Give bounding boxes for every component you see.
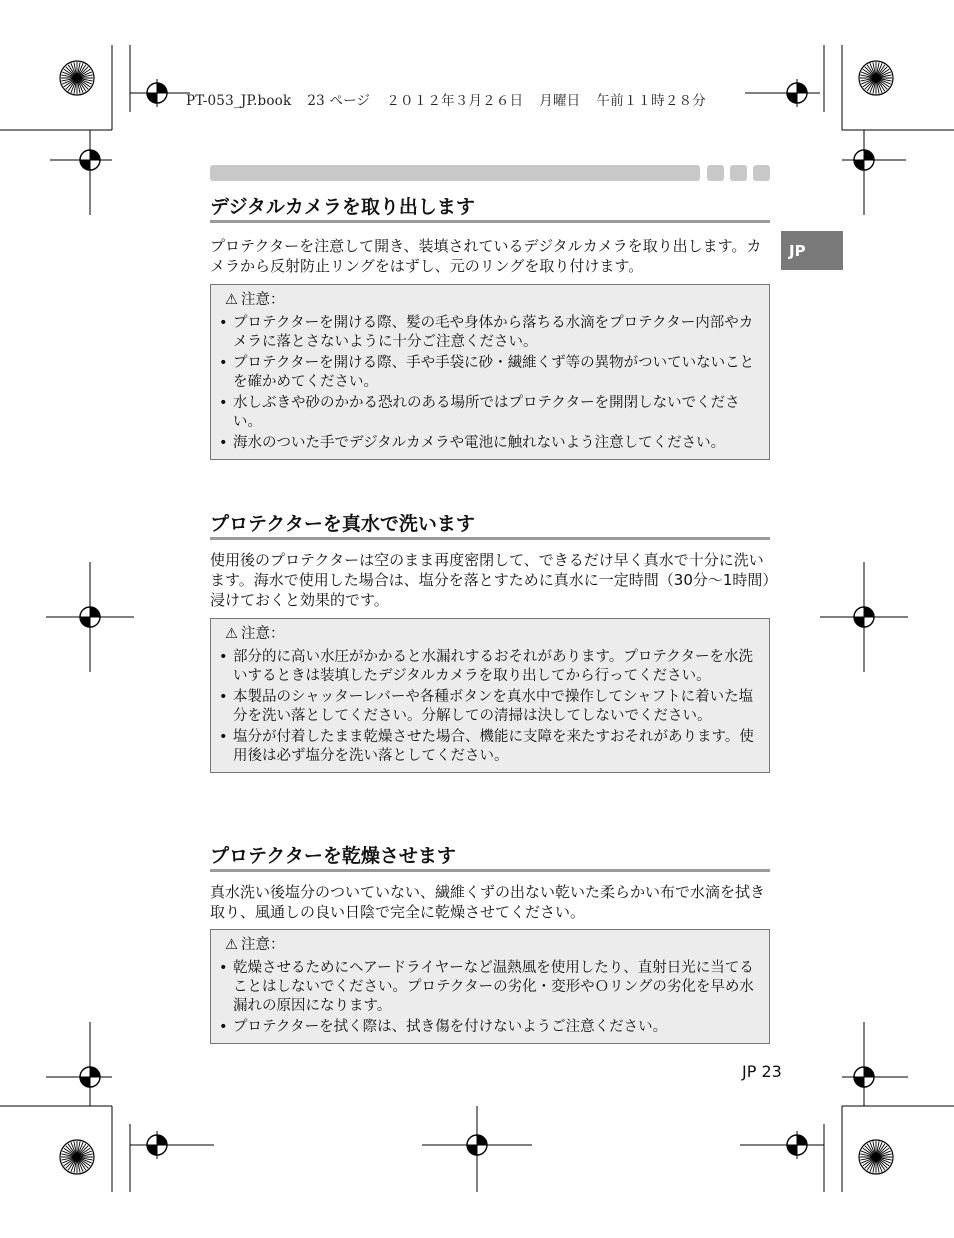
section-heading-rinse bbox=[210, 512, 770, 540]
section-body: 使用後のプロテクターは空のまま再度密閉して、できるだけ早く真水で十分に洗います。海水で使用した場合は、塩分を落とすために真水に一定時間（30分～1時間）浸けておくと効果的です。 bbox=[210, 551, 770, 609]
decorative-square bbox=[730, 165, 747, 181]
section-heading-text: デジタルカメラを取り出します bbox=[210, 196, 475, 218]
caution-box bbox=[210, 618, 770, 773]
decorative-square bbox=[707, 165, 724, 181]
print-header-date: ２０１２年３月２６日 bbox=[386, 93, 524, 109]
print-header-file: PT-053_JP.book bbox=[186, 93, 292, 109]
heading-rule bbox=[210, 220, 770, 223]
caution-item: • 塩分が付着したまま乾燥させた場合、機能に支障を来たすおそれがあります。使用後は必ず塩分を洗い落としてください。 bbox=[219, 728, 761, 766]
warning-triangle-icon: ⚠ bbox=[225, 626, 238, 642]
caution-title-text: 注意： bbox=[241, 626, 285, 642]
section-heading-text: プロテクターを乾燥させます bbox=[210, 845, 456, 867]
caution-list bbox=[219, 314, 761, 453]
caution-title bbox=[225, 625, 761, 644]
section-heading-remove-camera bbox=[210, 195, 770, 223]
section-heading-text: プロテクターを真水で洗います bbox=[210, 513, 475, 535]
caution-item: • 本製品のシャッターレバーや各種ボタンを真水中で操作してシャフトに着いた塩分を洗い落としてください。分解しての清掃は決してしないでください。 bbox=[219, 688, 761, 726]
heading-rule bbox=[210, 869, 770, 872]
print-header bbox=[186, 89, 796, 109]
print-header-page: 23 ページ bbox=[307, 93, 371, 109]
caution-title-text: 注意： bbox=[241, 292, 285, 308]
decorative-square bbox=[753, 165, 770, 181]
language-side-tab: JP bbox=[781, 231, 843, 270]
caution-title bbox=[225, 291, 761, 310]
warning-triangle-icon: ⚠ bbox=[225, 937, 238, 953]
caution-box bbox=[210, 929, 770, 1044]
section-body: プロテクターを注意して開き、装填されているデジタルカメラを取り出します。カメラから反射防止リングをはずし、元のリングを取り付けます。 bbox=[210, 237, 762, 275]
caution-item: • プロテクターを開ける際、手や手袋に砂・繊維くず等の異物がついていないことを確かめてください。 bbox=[219, 354, 761, 392]
caution-list bbox=[219, 648, 761, 766]
print-header-time: 午前１１時２８分 bbox=[596, 93, 706, 109]
print-header-weekday: 月曜日 bbox=[539, 93, 581, 109]
caution-item: • 乾燥させるためにヘアードライヤーなど温熱風を使用したり、直射日光に当てることはしないでください。プロテクターの劣化・変形やＯリングの劣化を早め水漏れの原因になります。 bbox=[219, 959, 761, 1016]
caution-box bbox=[210, 284, 770, 460]
caution-title bbox=[225, 936, 761, 955]
page-number: JP 23 bbox=[742, 1062, 782, 1081]
caution-item: • 部分的に高い水圧がかかると水漏れするおそれがあります。プロテクターを水洗いするときは装填したデジタルカメラを取り出してから行ってください。 bbox=[219, 648, 761, 686]
caution-item: • 海水のついた手でデジタルカメラや電池に触れないよう注意してください。 bbox=[219, 434, 761, 453]
caution-item: • プロテクターを拭く際は、拭き傷を付けないようご注意ください。 bbox=[219, 1018, 761, 1037]
section-body: 真水洗い後塩分のついていない、繊維くずの出ない乾いた柔らかい布で水滴を拭き取り、風通しの良い日陰で完全に乾燥させてください。 bbox=[210, 883, 766, 921]
caution-list bbox=[219, 959, 761, 1037]
caution-title-text: 注意： bbox=[241, 937, 285, 953]
caution-item: • 水しぶきや砂のかかる恐れのある場所ではプロテクターを開閉しないでください。 bbox=[219, 394, 761, 432]
section-heading-dry bbox=[210, 844, 770, 872]
caution-item: • プロテクターを開ける際、髪の毛や身体から落ちる水滴をプロテクター内部やカメラに落とさないように十分ご注意ください。 bbox=[219, 314, 761, 352]
warning-triangle-icon: ⚠ bbox=[225, 292, 238, 308]
decorative-top-bar bbox=[210, 165, 700, 181]
heading-rule bbox=[210, 537, 770, 540]
